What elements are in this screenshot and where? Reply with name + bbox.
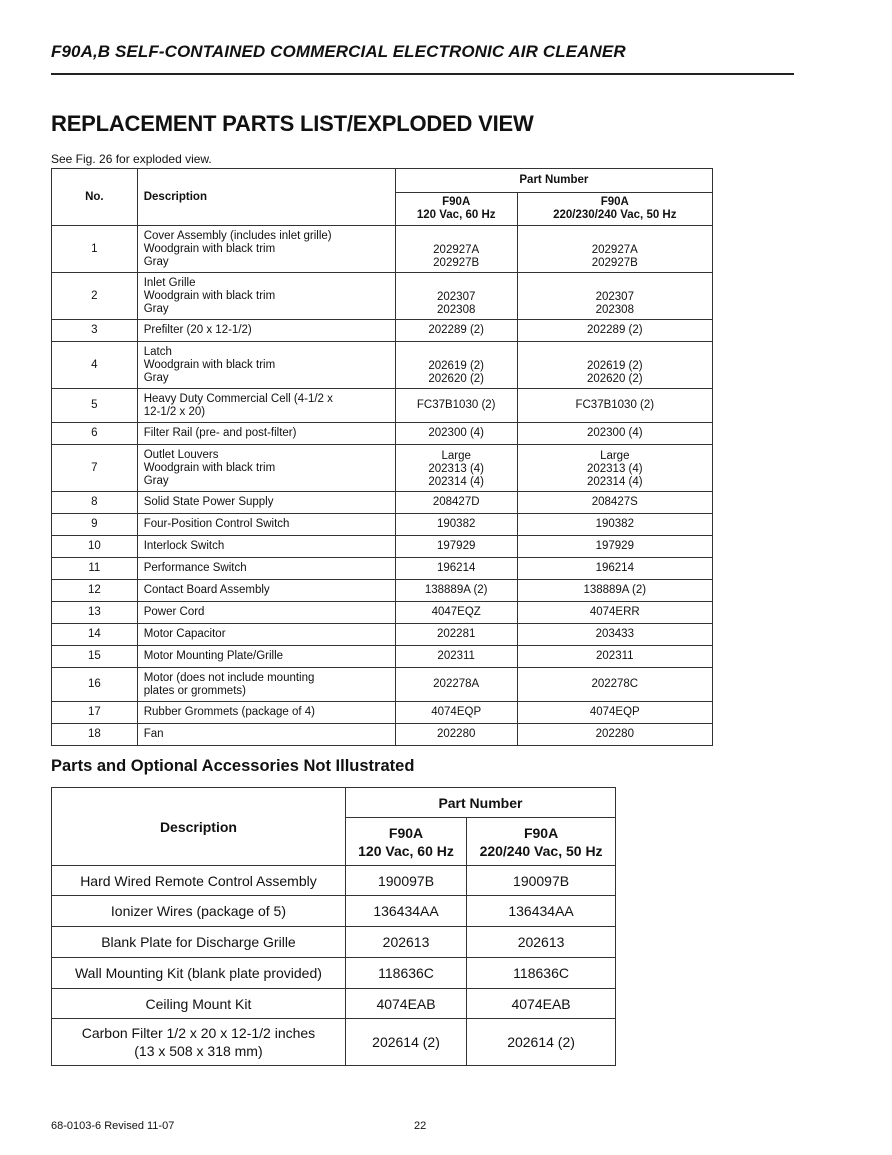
part-number-line: Large (600, 450, 630, 462)
accessory-part-number-50hz: 136434AA (467, 896, 616, 927)
part-no: 12 (52, 580, 138, 602)
acc-header-col2-spec: 220/240 Vac, 50 Hz (479, 842, 603, 859)
header-divider (51, 73, 794, 75)
part-description (137, 646, 395, 668)
footer-doc-id: 68-0103-6 Revised 11-07 (51, 1120, 175, 1132)
part-number-120v (395, 558, 517, 580)
header-col2-model: F90A (600, 196, 629, 208)
accessory-part-number-50hz: 118636C (467, 958, 616, 989)
accessory-part-number-50hz: 202614 (2) (467, 1019, 616, 1066)
part-number-line: 202300 (4) (586, 427, 643, 439)
part-number-50hz (517, 423, 712, 445)
part-description (137, 558, 395, 580)
part-description-line: Solid State Power Supply (143, 496, 274, 508)
header-no: No. (52, 169, 138, 226)
part-number-50hz (517, 342, 712, 389)
header-col1 (395, 193, 517, 226)
header-col1-model: F90A (442, 196, 471, 208)
part-number-line: 202927A (433, 244, 480, 256)
part-number-50hz (517, 389, 712, 423)
acc-header-col2 (467, 818, 616, 866)
accessories-table (51, 787, 616, 1066)
part-no: 16 (52, 668, 138, 702)
accessory-description (52, 896, 346, 927)
part-number-line: 202620 (2) (428, 373, 484, 385)
part-number-line: 4074EQP (589, 706, 640, 718)
accessory-description (52, 866, 346, 896)
table-row (52, 273, 713, 320)
header-part-number: Part Number (395, 169, 712, 193)
part-no: 18 (52, 724, 138, 746)
accessory-part-number-120v: 118636C (345, 958, 466, 989)
part-number-120v (395, 273, 517, 320)
part-description-line: Heavy Duty Commercial Cell (4-1/2 x (143, 392, 333, 405)
part-number-120v (395, 602, 517, 624)
part-description-line: Latch (143, 345, 172, 358)
part-description-line: Cover Assembly (includes inlet grille) (143, 229, 332, 242)
part-description (137, 514, 395, 536)
part-number-line: 197929 (595, 540, 634, 552)
part-number-line: 202314 (4) (428, 476, 484, 488)
header-description: Description (137, 169, 395, 226)
part-number-line: 202289 (2) (428, 324, 484, 336)
accessory-description-line: Blank Plate for Discharge Grille (101, 934, 296, 950)
document-header-title: F90A,B SELF-CONTAINED COMMERCIAL ELECTRONIC AIR CLEANER (51, 42, 626, 61)
part-number-line: FC37B1030 (2) (416, 399, 496, 411)
part-number-line: 202619 (2) (428, 360, 484, 372)
part-description-line: Woodgrain with black trim (143, 461, 276, 474)
accessory-description (52, 1019, 346, 1066)
part-number-50hz (517, 580, 712, 602)
part-description-line: Woodgrain with black trim (143, 358, 276, 371)
part-description (137, 602, 395, 624)
part-description (137, 342, 395, 389)
part-number-line: 202313 (4) (428, 463, 484, 475)
part-number-line: 202307 (437, 291, 476, 303)
table-row (52, 896, 616, 927)
accessory-description-line: Carbon Filter 1/2 x 20 x 12-1/2 inches (81, 1025, 316, 1041)
part-description-line: plates or grommets) (143, 684, 246, 697)
table-row (52, 646, 713, 668)
part-no: 2 (52, 273, 138, 320)
accessories-title: Parts and Optional Accessories Not Illustrated (51, 757, 415, 775)
part-number-line: 138889A (2) (583, 584, 647, 596)
part-number-50hz (517, 514, 712, 536)
part-number-120v (395, 226, 517, 273)
part-description-line: Woodgrain with black trim (143, 289, 276, 302)
accessory-part-number-120v: 4074EAB (345, 989, 466, 1019)
part-number-line: 202280 (437, 728, 476, 740)
part-number-line: 202311 (437, 650, 475, 662)
part-description (137, 668, 395, 702)
part-number-120v (395, 536, 517, 558)
accessory-part-number-120v: 190097B (345, 866, 466, 896)
part-number-line: 203433 (595, 628, 634, 640)
part-no: 14 (52, 624, 138, 646)
part-number-line: 196214 (437, 562, 476, 574)
table-row (52, 558, 713, 580)
part-no: 3 (52, 320, 138, 342)
table-row (52, 989, 616, 1019)
part-number-50hz (517, 624, 712, 646)
part-no: 17 (52, 702, 138, 724)
part-number-50hz (517, 226, 712, 273)
part-description-line: Fan (143, 728, 164, 740)
part-number-line: 138889A (2) (424, 584, 488, 596)
table-row (52, 702, 713, 724)
part-description (137, 492, 395, 514)
part-number-120v (395, 320, 517, 342)
part-number-line: 202619 (2) (586, 360, 643, 372)
part-number-line: 190382 (595, 518, 634, 530)
part-description-line: Gray (143, 302, 169, 315)
part-description-line: 12-1/2 x 20) (143, 405, 206, 418)
part-number-120v (395, 624, 517, 646)
part-number-50hz (517, 536, 712, 558)
part-number-line: 208427S (591, 496, 638, 508)
replacement-parts-table (51, 168, 713, 746)
part-number-50hz (517, 445, 712, 492)
part-number-120v (395, 724, 517, 746)
part-no: 9 (52, 514, 138, 536)
part-description-line: Outlet Louvers (143, 448, 219, 461)
acc-header-col1 (345, 818, 466, 866)
part-description-line: Inlet Grille (143, 276, 196, 289)
part-number-50hz (517, 724, 712, 746)
table-row (52, 866, 616, 896)
part-number-line: 202278A (433, 678, 480, 690)
accessory-part-number-120v: 202614 (2) (345, 1019, 466, 1066)
acc-header-col1-model: F90A (388, 824, 424, 841)
part-number-120v (395, 389, 517, 423)
table-row (52, 927, 616, 958)
part-number-120v (395, 514, 517, 536)
part-number-50hz (517, 668, 712, 702)
part-no: 1 (52, 226, 138, 273)
table-row (52, 320, 713, 342)
part-description-line: Prefilter (20 x 12-1/2) (143, 324, 252, 336)
part-description-line: Interlock Switch (143, 540, 225, 552)
part-no: 10 (52, 536, 138, 558)
part-number-50hz (517, 492, 712, 514)
part-description (137, 702, 395, 724)
part-number-120v (395, 580, 517, 602)
part-number-line: 202927B (591, 257, 638, 269)
accessory-description (52, 958, 346, 989)
part-number-line: 190382 (437, 518, 476, 530)
part-number-line: 202311 (596, 650, 634, 662)
table-row (52, 668, 713, 702)
part-number-50hz (517, 702, 712, 724)
part-no: 6 (52, 423, 138, 445)
part-number-line: 208427D (432, 496, 480, 508)
part-number-50hz (517, 273, 712, 320)
part-description-line: Woodgrain with black trim (143, 242, 276, 255)
part-number-50hz (517, 646, 712, 668)
part-no: 5 (52, 389, 138, 423)
accessory-part-number-50hz: 202613 (467, 927, 616, 958)
table-row (52, 624, 713, 646)
part-description-line: Power Cord (143, 606, 205, 618)
part-description-line: Rubber Grommets (package of 4) (143, 706, 316, 718)
parts-table-body (52, 226, 713, 746)
part-number-50hz (517, 558, 712, 580)
accessory-part-number-120v: 136434AA (345, 896, 466, 927)
part-description-line: Filter Rail (pre- and post-filter) (143, 427, 297, 439)
table-row (52, 602, 713, 624)
part-number-line: 202278C (591, 678, 639, 690)
part-description-line: Motor (does not include mounting (143, 671, 315, 684)
header-col1-spec: 120 Vac, 60 Hz (416, 209, 496, 221)
table-row (52, 342, 713, 389)
part-description-line: Gray (143, 255, 169, 268)
accessory-description (52, 989, 346, 1019)
part-number-line: 202289 (2) (586, 324, 643, 336)
part-number-line: 202280 (595, 728, 634, 740)
part-no: 13 (52, 602, 138, 624)
part-description-line: Contact Board Assembly (143, 584, 270, 596)
part-description (137, 536, 395, 558)
acc-header-description: Description (52, 788, 346, 866)
part-description (137, 423, 395, 445)
part-no: 15 (52, 646, 138, 668)
table-row (52, 724, 713, 746)
part-number-line: 202927A (591, 244, 638, 256)
part-description (137, 580, 395, 602)
part-number-line: 202281 (437, 628, 476, 640)
table-row (52, 958, 616, 989)
part-description-line: Motor Mounting Plate/Grille (143, 650, 284, 662)
part-number-line: 202927B (433, 257, 480, 269)
part-no: 8 (52, 492, 138, 514)
accessory-part-number-120v: 202613 (345, 927, 466, 958)
table-row (52, 514, 713, 536)
part-number-120v (395, 702, 517, 724)
part-number-50hz (517, 602, 712, 624)
part-number-120v (395, 492, 517, 514)
part-no: 4 (52, 342, 138, 389)
accessory-description-line: Ceiling Mount Kit (145, 995, 252, 1012)
part-number-line: 4074ERR (589, 606, 640, 618)
part-number-line: 4047EQZ (431, 606, 481, 618)
table-row (52, 1019, 616, 1066)
part-number-line: Large (441, 450, 471, 462)
accessory-description (52, 927, 346, 958)
part-number-line: 202314 (4) (586, 476, 643, 488)
part-description (137, 445, 395, 492)
accessory-part-number-50hz: 190097B (467, 866, 616, 896)
part-number-line: 202308 (437, 304, 476, 316)
accessories-table-body (52, 866, 616, 1066)
table-row (52, 389, 713, 423)
table-row (52, 226, 713, 273)
header-col2-spec: 220/230/240 Vac, 50 Hz (553, 209, 677, 221)
section-title: REPLACEMENT PARTS LIST/EXPLODED VIEW (51, 111, 534, 136)
part-number-line: 202308 (595, 304, 634, 316)
part-number-line: 202620 (2) (586, 373, 643, 385)
part-description (137, 273, 395, 320)
part-number-line: 196214 (595, 562, 634, 574)
part-no: 11 (52, 558, 138, 580)
part-number-line: 202300 (4) (428, 427, 484, 439)
table-row (52, 445, 713, 492)
part-description (137, 624, 395, 646)
part-description-line: Motor Capacitor (143, 628, 226, 640)
part-description-line: Gray (143, 474, 169, 487)
part-number-line: 202307 (595, 291, 634, 303)
part-number-120v (395, 445, 517, 492)
accessory-part-number-50hz: 4074EAB (467, 989, 616, 1019)
part-description (137, 389, 395, 423)
part-description (137, 320, 395, 342)
accessory-description-line: Wall Mounting Kit (blank plate provided) (74, 965, 322, 981)
acc-header-col1-spec: 120 Vac, 60 Hz (358, 842, 454, 859)
part-description (137, 226, 395, 273)
accessory-description-line: (13 x 508 x 318 mm) (134, 1043, 263, 1059)
part-number-50hz (517, 320, 712, 342)
table-row (52, 423, 713, 445)
table-row (52, 536, 713, 558)
part-description-line: Four-Position Control Switch (143, 518, 290, 530)
part-number-120v (395, 342, 517, 389)
part-number-120v (395, 646, 517, 668)
part-number-120v (395, 423, 517, 445)
footer-page-number: 22 (414, 1120, 427, 1132)
part-number-120v (395, 668, 517, 702)
acc-header-col2-model: F90A (523, 824, 559, 841)
table-row (52, 580, 713, 602)
part-number-line: 4074EQP (431, 706, 482, 718)
part-description-line: Gray (143, 371, 169, 384)
part-number-line: 202313 (4) (586, 463, 643, 475)
exploded-view-note: See Fig. 26 for exploded view. (51, 152, 212, 166)
table-row (52, 492, 713, 514)
part-description-line: Performance Switch (143, 562, 247, 574)
acc-header-part-number: Part Number (345, 788, 615, 818)
part-description (137, 724, 395, 746)
accessory-description-line: Ionizer Wires (package of 5) (110, 903, 286, 919)
part-number-line: 197929 (437, 540, 476, 552)
accessory-description-line: Hard Wired Remote Control Assembly (80, 872, 317, 889)
header-col2 (517, 193, 712, 226)
part-number-line: FC37B1030 (2) (575, 399, 655, 411)
part-no: 7 (52, 445, 138, 492)
